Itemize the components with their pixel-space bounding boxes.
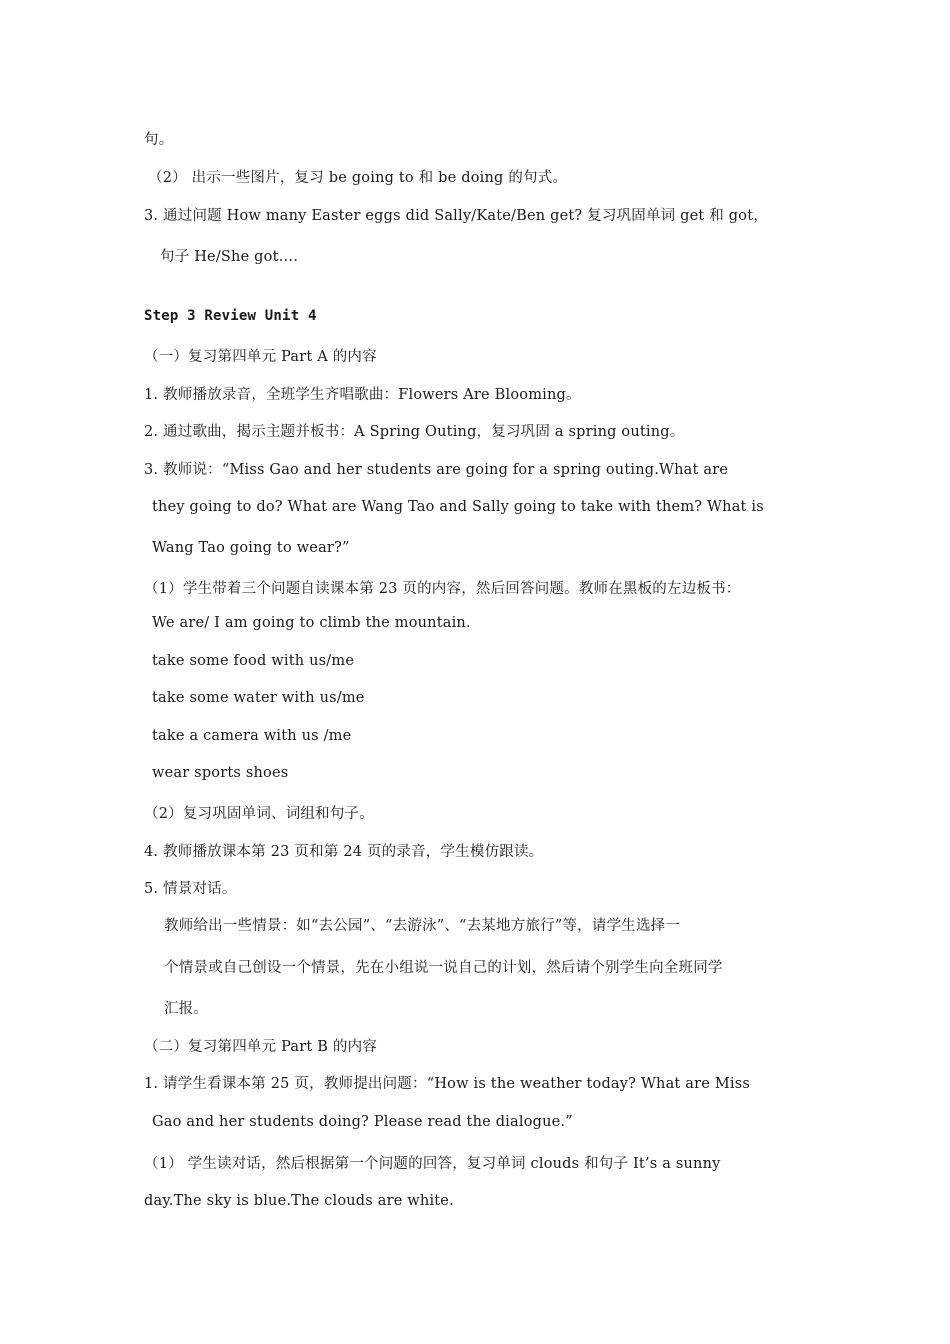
text-line: 1. 请学生看课本第 25 页，教师提出问题：“How is the weather today? What are Miss bbox=[144, 1076, 751, 1092]
subsection-heading: （二）复习第四单元 Part B 的内容 bbox=[144, 1039, 377, 1055]
text-line: 句子 He/She got…. bbox=[160, 249, 299, 265]
text-line: 3. 教师说：“Miss Gao and her students are going for a spring outing.What are bbox=[144, 462, 729, 478]
text-line: 5. 情景对话。 bbox=[144, 881, 237, 897]
section-heading: Step 3 Review Unit 4 bbox=[144, 308, 317, 324]
text-line: （1）学生带着三个问题自读课本第 23 页的内容，然后回答问题。教师在黑板的左边板书： bbox=[144, 581, 741, 597]
text-line: 汇报。 bbox=[164, 1001, 209, 1017]
subsection-heading: （一）复习第四单元 Part A 的内容 bbox=[144, 349, 377, 365]
text-line: （2） 出示一些图片，复习 be going to 和 be doing 的句式。 bbox=[148, 170, 568, 186]
text-line: 个情景或自己创设一个情景，先在小组说一说自己的计划，然后请个别学生向全班同学 bbox=[164, 960, 723, 976]
text-line: Gao and her students doing? Please read the dialogue.” bbox=[152, 1114, 573, 1130]
text-line: （1） 学生读对话，然后根据第一个问题的回答，复习单词 clouds 和句子 It’s a sunny bbox=[144, 1156, 721, 1172]
text-line: they going to do? What are Wang Tao and Sally going to take with them? What is bbox=[152, 499, 764, 515]
text-line: Wang Tao going to wear?” bbox=[152, 540, 350, 556]
board-line: take some food with us/me bbox=[152, 653, 355, 669]
board-line: We are/ I am going to climb the mountain. bbox=[152, 615, 471, 631]
text-line: day.The sky is blue.The clouds are white. bbox=[144, 1193, 454, 1209]
board-line: wear sports shoes bbox=[152, 765, 289, 781]
text-line: 教师给出一些情景：如“去公园”、“去游泳”、“去某地方旅行”等，请学生选择一 bbox=[164, 918, 681, 934]
text-line: 3. 通过问题 How many Easter eggs did Sally/Kate/Ben get? 复习巩固单词 get 和 got， bbox=[144, 208, 768, 224]
text-line: （2）复习巩固单词、词组和句子。 bbox=[144, 806, 374, 822]
board-line: take some water with us/me bbox=[152, 690, 365, 706]
board-line: take a camera with us /me bbox=[152, 728, 352, 744]
text-line: 句。 bbox=[144, 132, 174, 148]
text-line: 2. 通过歌曲，揭示主题并板书：A Spring Outing，复习巩固 a spring outing。 bbox=[144, 424, 685, 440]
text-line: 1. 教师播放录音，全班学生齐唱歌曲：Flowers Are Blooming。 bbox=[144, 387, 581, 403]
text-line: 4. 教师播放课本第 23 页和第 24 页的录音，学生模仿跟读。 bbox=[144, 844, 544, 860]
